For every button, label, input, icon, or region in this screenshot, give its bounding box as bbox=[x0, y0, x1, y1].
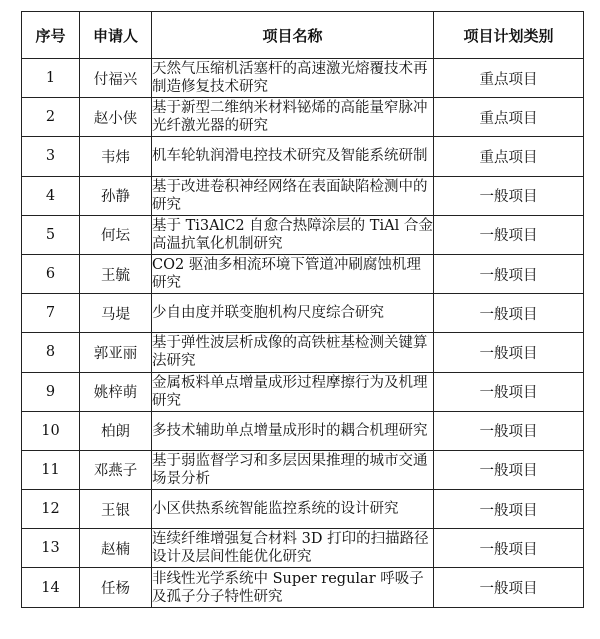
table-row bbox=[22, 59, 584, 98]
row-applicant: 马堤 bbox=[80, 294, 152, 333]
table-row bbox=[22, 294, 584, 333]
row-project: 基于改进卷积神经网络在表面缺陷检测中的研究 bbox=[152, 176, 434, 215]
row-applicant: 姚梓萌 bbox=[80, 372, 152, 411]
table-row bbox=[22, 450, 584, 489]
row-category: 重点项目 bbox=[434, 59, 584, 98]
row-applicant: 王毓 bbox=[80, 254, 152, 293]
row-project: 基于新型二维纳米材料铋烯的高能量窄脉冲光纤激光器的研究 bbox=[152, 98, 434, 137]
table-row bbox=[22, 372, 584, 411]
row-applicant: 任杨 bbox=[80, 568, 152, 607]
row-category: 一般项目 bbox=[434, 176, 584, 215]
row-category: 一般项目 bbox=[434, 529, 584, 568]
row-category: 重点项目 bbox=[434, 98, 584, 137]
row-num: 9 bbox=[22, 372, 80, 411]
row-project: 非线性光学系统中 Super regular 呼吸子及孤子分子特性研究 bbox=[152, 568, 434, 607]
row-project: 多技术辅助单点增量成形时的耦合机理研究 bbox=[152, 411, 434, 450]
row-num: 4 bbox=[22, 176, 80, 215]
row-project: 金属板料单点增量成形过程摩擦行为及机理研究 bbox=[152, 372, 434, 411]
table-row bbox=[22, 529, 584, 568]
row-category: 一般项目 bbox=[434, 294, 584, 333]
row-num: 6 bbox=[22, 254, 80, 293]
row-applicant: 柏朗 bbox=[80, 411, 152, 450]
row-category: 重点项目 bbox=[434, 137, 584, 176]
row-applicant: 赵楠 bbox=[80, 529, 152, 568]
row-num: 10 bbox=[22, 411, 80, 450]
table-row bbox=[22, 411, 584, 450]
row-num: 11 bbox=[22, 450, 80, 489]
row-applicant: 何坛 bbox=[80, 215, 152, 254]
row-num: 3 bbox=[22, 137, 80, 176]
table-row bbox=[22, 254, 584, 293]
row-project: 少自由度并联变胞机构尺度综合研究 bbox=[152, 294, 434, 333]
row-category: 一般项目 bbox=[434, 254, 584, 293]
header-category: 项目计划类别 bbox=[434, 12, 584, 59]
row-category: 一般项目 bbox=[434, 568, 584, 607]
row-num: 5 bbox=[22, 215, 80, 254]
table-row bbox=[22, 215, 584, 254]
row-applicant: 孙静 bbox=[80, 176, 152, 215]
header-project: 项目名称 bbox=[152, 12, 434, 59]
row-project: CO2 驱油多相流环境下管道冲刷腐蚀机理研究 bbox=[152, 254, 434, 293]
row-category: 一般项目 bbox=[434, 215, 584, 254]
row-num: 7 bbox=[22, 294, 80, 333]
row-category: 一般项目 bbox=[434, 372, 584, 411]
row-project: 基于弹性波层析成像的高铁桩基检测关键算法研究 bbox=[152, 333, 434, 372]
table-row bbox=[22, 568, 584, 607]
header-row bbox=[22, 12, 584, 59]
row-project: 基于 Ti3AlC2 自愈合热障涂层的 TiAl 合金高温抗氧化机制研究 bbox=[152, 215, 434, 254]
row-applicant: 付福兴 bbox=[80, 59, 152, 98]
row-num: 8 bbox=[22, 333, 80, 372]
row-applicant: 韦炜 bbox=[80, 137, 152, 176]
row-category: 一般项目 bbox=[434, 450, 584, 489]
row-num: 14 bbox=[22, 568, 80, 607]
header-applicant: 申请人 bbox=[80, 12, 152, 59]
table-row bbox=[22, 490, 584, 529]
table-row bbox=[22, 333, 584, 372]
table-row bbox=[22, 98, 584, 137]
row-project: 天然气压缩机活塞杆的高速激光熔覆技术再制造修复技术研究 bbox=[152, 59, 434, 98]
row-num: 13 bbox=[22, 529, 80, 568]
table-row bbox=[22, 176, 584, 215]
row-project: 基于弱监督学习和多层因果推理的城市交通场景分析 bbox=[152, 450, 434, 489]
row-project: 连续纤维增强复合材料 3D 打印的扫描路径设计及层间性能优化研究 bbox=[152, 529, 434, 568]
row-project: 机车轮轨润滑电控技术研究及智能系统研制 bbox=[152, 137, 434, 176]
row-num: 1 bbox=[22, 59, 80, 98]
project-table bbox=[21, 11, 584, 608]
row-category: 一般项目 bbox=[434, 333, 584, 372]
row-applicant: 邓燕子 bbox=[80, 450, 152, 489]
row-project: 小区供热系统智能监控系统的设计研究 bbox=[152, 490, 434, 529]
table-row bbox=[22, 137, 584, 176]
row-num: 2 bbox=[22, 98, 80, 137]
row-num: 12 bbox=[22, 490, 80, 529]
row-category: 一般项目 bbox=[434, 490, 584, 529]
header-num: 序号 bbox=[22, 12, 80, 59]
row-applicant: 郭亚丽 bbox=[80, 333, 152, 372]
row-category: 一般项目 bbox=[434, 411, 584, 450]
row-applicant: 王银 bbox=[80, 490, 152, 529]
row-applicant: 赵小侠 bbox=[80, 98, 152, 137]
